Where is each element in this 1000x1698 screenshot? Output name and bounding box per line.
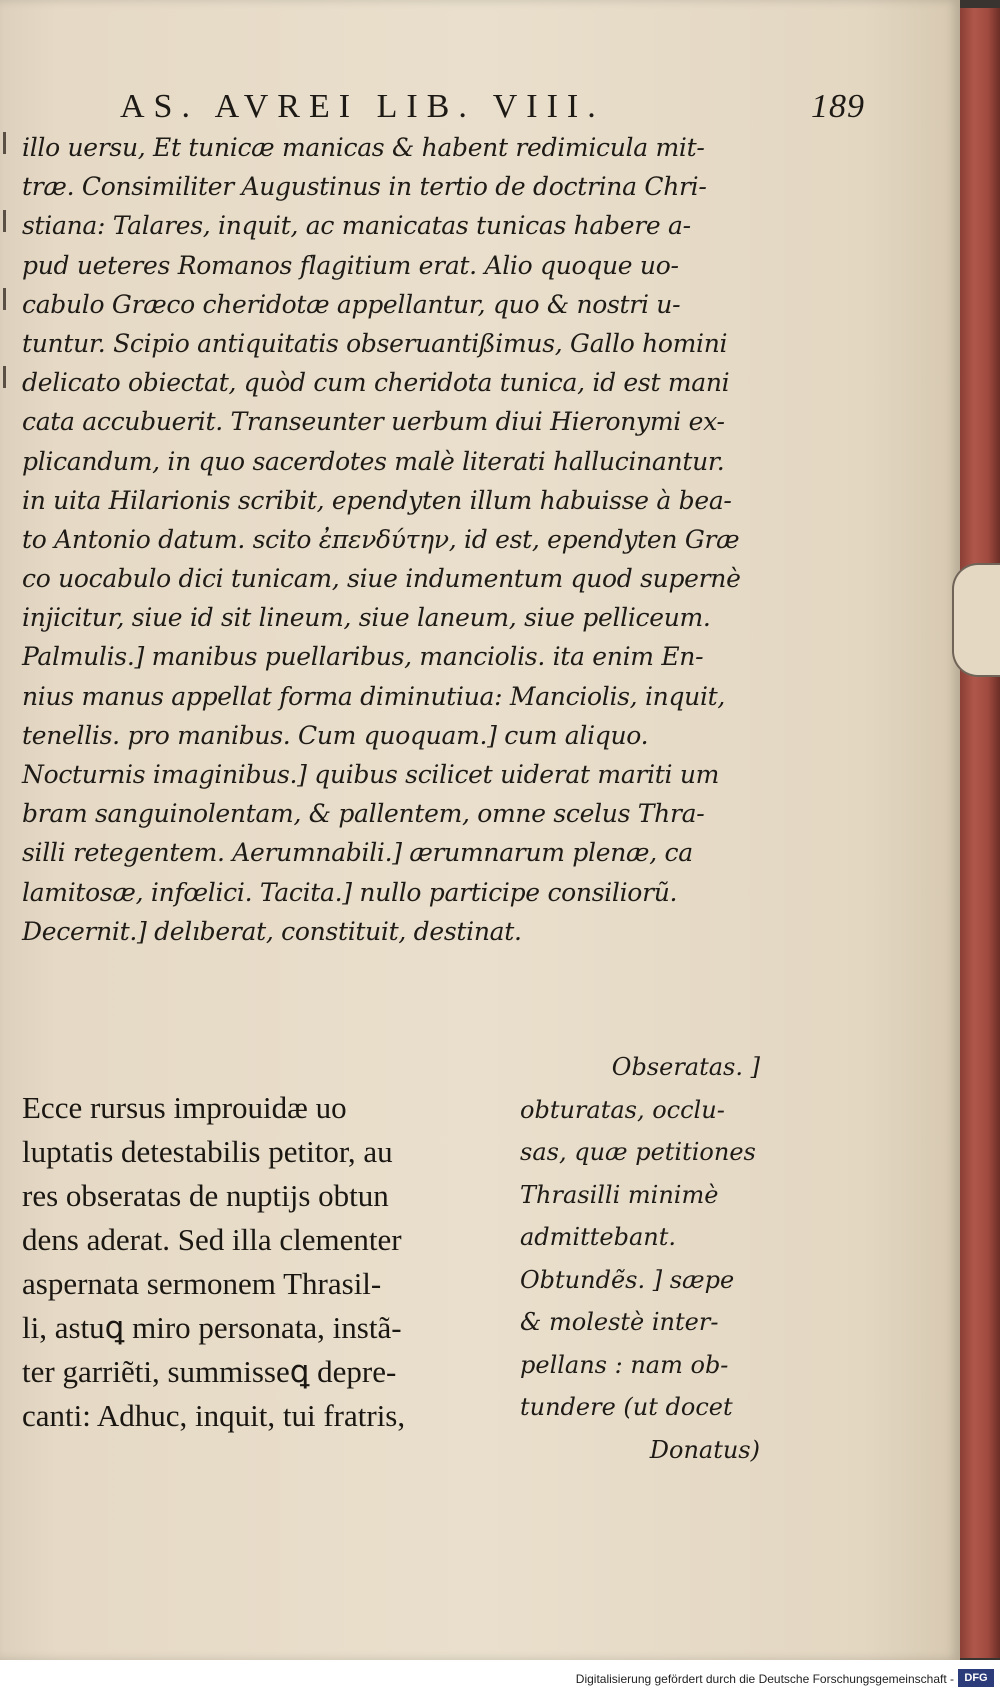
gloss-line: obturatas, occlu-: [520, 1095, 725, 1124]
page-tab: [952, 563, 1000, 677]
commentary-line: injicitur, siue id sit lineum, siue laneum, siue pelliceum.: [22, 603, 711, 633]
commentary-line: in uita Hilarionis scribit, ependyten illum habuisse à bea-: [22, 485, 732, 515]
running-header: [120, 88, 865, 128]
marginal-gloss: [520, 1046, 760, 1471]
commentary-line: træ. Consimiliter Augustinus in tertio de doctrina Chri-: [22, 172, 707, 202]
main-text-line: dens aderat. Sed illa clementer: [22, 1222, 402, 1257]
main-text-line: aspernata sermonem Thrasil-: [22, 1266, 382, 1301]
commentary-line: co uocabulo dici tunicam, siue indumentum quod supernè: [22, 564, 741, 594]
dfg-logo-icon: DFG: [958, 1669, 994, 1687]
commentary-line: Decernit.] delıberat, constituit, destinat.: [22, 916, 522, 946]
gloss-line: & molestè inter-: [520, 1308, 719, 1336]
main-text-block: [22, 1086, 492, 1438]
commentary-block: [22, 128, 762, 951]
main-text-line: res obseratas de nuptijs obtun: [22, 1178, 389, 1213]
commentary-line: delicato obiectat, quòd cum cheridota tunica, id est mani: [22, 368, 730, 398]
commentary-line: Palmulis.] manibus puellaribus, manciolis. ita enim En-: [22, 642, 704, 672]
commentary-line: Nocturnis imaginibus.] quibus scilicet uiderat mariti um: [22, 760, 720, 789]
margin-mark: [3, 132, 6, 154]
commentary-line: pud ueteres Romanos flagitium erat. Alio quoque uo-: [22, 250, 679, 280]
margin-mark: [3, 288, 6, 310]
commentary-line: tuntur. Scipio antiquitatis obseruantißimus, Gallo homini: [22, 328, 728, 358]
main-text-line: canti: Adhuc, inquit, tui fratris,: [22, 1398, 406, 1433]
commentary-line: cata accubuerit. Transeunter uerbum diui Hieronymi ex-: [22, 407, 725, 437]
main-text-line: luptatis detestabilis petitor, au: [22, 1134, 393, 1169]
running-title: AS. AVREI LIB. VIII.: [120, 88, 605, 125]
commentary-line: lamitosæ, infœlici. Tacita.] nullo participe consiliorũ.: [22, 877, 678, 907]
commentary-line: to Antonio datum. scito ἐπενδύτην, id est, ependyten Græ: [22, 524, 740, 554]
gloss-line: sas, quæ petitiones: [520, 1138, 756, 1166]
commentary-line: cabulo Græco cheridotæ appellantur, quo & nostri u-: [22, 289, 681, 319]
gloss-line: pellans : nam ob-: [520, 1350, 729, 1379]
commentary-line: plicandum, in quo sacerdotes malè literati hallucinantur.: [22, 446, 725, 476]
commentary-line: silli retegentem. Aerumnabili.] ærumnarum plenæ, ca: [22, 838, 693, 868]
commentary-line: tenellis. pro manibus. Cum quoquam.] cum aliquo.: [22, 720, 649, 750]
gloss-line: Thrasilli minimè: [520, 1180, 719, 1209]
margin-mark: [3, 366, 6, 388]
funding-credit: Digitalisierung gefördert durch die Deutsche Forschungsgemeinschaft -: [575, 1672, 954, 1686]
gloss-line: tundere (ut docet: [520, 1393, 733, 1421]
page-number: 189: [811, 88, 865, 125]
commentary-line: nius manus appellat forma diminutiua: Manciolis, inquit,: [22, 681, 726, 711]
commentary-line: bram sanguinolentam, & pallentem, omne scelus Thra-: [22, 799, 705, 829]
gloss-line: Obtundẽs. ] sæpe: [520, 1265, 735, 1294]
gloss-line: admittebant.: [520, 1223, 676, 1251]
book-fore-edge: [960, 8, 1000, 1658]
main-text-line: li, astuꝗ miro personata, instã-: [22, 1310, 402, 1345]
main-text-line: ter garriẽti, summisseꝗ depre-: [22, 1354, 397, 1389]
gloss-line: Obseratas. ]: [611, 1053, 760, 1081]
margin-mark: [3, 210, 6, 232]
commentary-line: illo uersu, Et tunicæ manicas & habent redimicula mit-: [22, 133, 705, 162]
footer-bar: [0, 1660, 1000, 1698]
commentary-line: stiana: Talares, inquit, ac manicatas tunicas habere a-: [22, 211, 691, 241]
main-text-line: Ecce rursus improuidæ uo: [22, 1090, 347, 1125]
gloss-line: Donatus): [649, 1435, 760, 1464]
